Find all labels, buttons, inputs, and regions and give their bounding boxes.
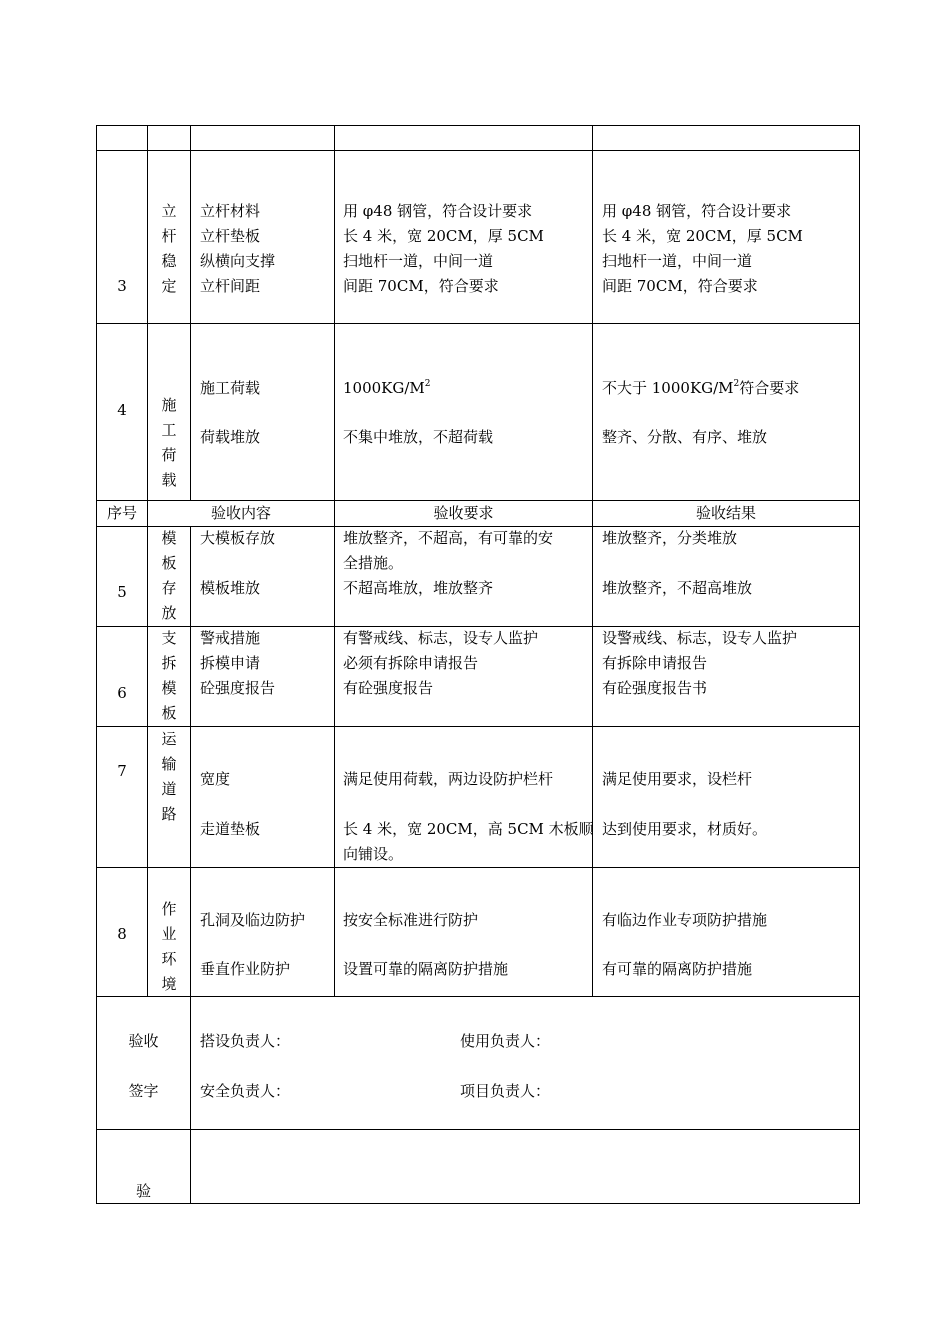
- header-seq: 序号: [106, 504, 137, 522]
- load-value: 1000KG/M: [343, 379, 425, 397]
- category-char: 境: [161, 975, 177, 993]
- category-char: 稳: [161, 252, 177, 270]
- header-requirement: 验收要求: [433, 504, 494, 522]
- result-text: [602, 376, 799, 401]
- requirement-text: 有砼强度报告: [343, 679, 434, 697]
- header-content: 验收内容: [210, 504, 271, 522]
- category-char: 模: [161, 679, 177, 697]
- check-item: 拆模申请: [200, 654, 261, 672]
- result-text: 扫地杆一道，中间一道: [602, 252, 753, 270]
- category-char: 板: [161, 554, 177, 572]
- category-char: 拆: [161, 654, 177, 672]
- check-item: 纵横向支撑: [200, 252, 276, 270]
- check-item: 立杆间距: [200, 277, 261, 295]
- requirement-text: 向铺设。: [343, 845, 404, 863]
- use-person-field: 使用负责人：: [460, 1032, 551, 1050]
- result-text: 堆放整齐，分类堆放: [602, 529, 738, 547]
- result-text: 有拆除申请报告: [602, 654, 708, 672]
- category-label: [148, 626, 190, 726]
- check-item: 垂直作业防护: [200, 960, 291, 978]
- result-text: 整齐、分散、有序、堆放: [602, 428, 768, 446]
- requirement-text: 不集中堆放，不超荷载: [343, 428, 494, 446]
- safety-person-field: 安全负责人：: [200, 1082, 291, 1100]
- superscript: 2: [424, 379, 431, 389]
- check-item: 大模板存放: [200, 529, 276, 547]
- row-number: 4: [117, 401, 127, 419]
- row-number: 6: [117, 684, 127, 702]
- result-text: 有临边作业专项防护措施: [602, 911, 768, 929]
- signature-label: 验收: [128, 1032, 159, 1050]
- row-number: 5: [117, 583, 127, 601]
- category-label: [148, 526, 190, 626]
- category-char: 工: [161, 421, 177, 439]
- row-number: 3: [117, 277, 127, 295]
- category-char: 环: [161, 950, 177, 968]
- check-item: 走道垫板: [200, 820, 261, 838]
- category-char: 道: [161, 780, 177, 798]
- row-number: 8: [117, 925, 127, 943]
- category-char: 输: [161, 755, 177, 773]
- category-label: [148, 393, 190, 493]
- category-char: 作: [161, 900, 177, 918]
- requirement-text: 扫地杆一道，中间一道: [343, 252, 494, 270]
- check-item: 模板堆放: [200, 579, 261, 597]
- requirement-text: 设置可靠的隔离防护措施: [343, 960, 509, 978]
- requirement-text: 满足使用荷载，两边设防护栏杆: [343, 770, 554, 788]
- requirement-text: 堆放整齐，不超高，有可靠的安: [343, 529, 554, 547]
- category-char: 路: [161, 805, 177, 823]
- superscript: 2: [733, 379, 740, 389]
- result-text: 堆放整齐，不超高堆放: [602, 579, 753, 597]
- bottom-label: 验: [135, 1182, 151, 1200]
- category-char: 运: [161, 730, 177, 748]
- category-char: 支: [161, 629, 177, 647]
- requirement-text: 按安全标准进行防护: [343, 911, 479, 929]
- result-text: 间距 70CM，符合要求: [602, 277, 758, 295]
- category-char: 模: [161, 529, 177, 547]
- category-label: [148, 727, 190, 827]
- requirement-text: 间距 70CM，符合要求: [343, 277, 499, 295]
- requirement-text: 长 4 米，宽 20CM，高 5CM 木板顺: [343, 820, 594, 838]
- check-item: 荷载堆放: [200, 428, 261, 446]
- requirement-text: 长 4 米，宽 20CM，厚 5CM: [343, 227, 544, 245]
- header-result: 验收结果: [695, 504, 756, 522]
- result-text: 满足使用要求，设栏杆: [602, 770, 753, 788]
- category-char: 放: [161, 604, 177, 622]
- requirement-text: [343, 376, 431, 401]
- category-char: 业: [161, 925, 177, 943]
- requirement-text: 必须有拆除申请报告: [343, 654, 479, 672]
- category-char: 定: [161, 277, 177, 295]
- result-text: 长 4 米，宽 20CM，厚 5CM: [602, 227, 803, 245]
- load-value: 不大于 1000KG/M: [602, 379, 734, 397]
- check-item: 孔洞及临边防护: [200, 911, 306, 929]
- setup-person-field: 搭设负责人：: [200, 1032, 291, 1050]
- result-text: 有砼强度报告书: [602, 679, 708, 697]
- result-text: 设警戒线、标志，设专人监护: [602, 629, 798, 647]
- category-char: 荷: [161, 446, 177, 464]
- category-char: 载: [161, 471, 177, 489]
- category-char: 存: [161, 579, 177, 597]
- result-text: 达到使用要求，材质好。: [602, 820, 768, 838]
- category-char: 杆: [161, 227, 177, 245]
- result-text: 用 φ48 钢管，符合设计要求: [602, 202, 792, 220]
- check-item: 立杆材料: [200, 202, 261, 220]
- result-text: 有可靠的隔离防护措施: [602, 960, 753, 978]
- result-suffix: 符合要求: [739, 379, 800, 397]
- check-item: 立杆垫板: [200, 227, 261, 245]
- requirement-text: 用 φ48 钢管，符合设计要求: [343, 202, 533, 220]
- requirement-text: 不超高堆放，堆放整齐: [343, 579, 494, 597]
- requirement-text: 有警戒线、标志，设专人监护: [343, 629, 539, 647]
- signature-label: 签字: [128, 1082, 159, 1100]
- category-label: [148, 199, 190, 299]
- category-char: 立: [161, 202, 177, 220]
- row-number: 7: [117, 762, 127, 780]
- check-item: 宽度: [200, 770, 231, 788]
- project-person-field: 项目负责人：: [460, 1082, 551, 1100]
- category-char: 板: [161, 704, 177, 722]
- check-item: 警戒措施: [200, 629, 261, 647]
- category-label: [148, 897, 190, 997]
- check-item: 砼强度报告: [200, 679, 276, 697]
- check-item: 施工荷载: [200, 379, 261, 397]
- requirement-text: 全措施。: [343, 554, 404, 572]
- category-char: 施: [161, 396, 177, 414]
